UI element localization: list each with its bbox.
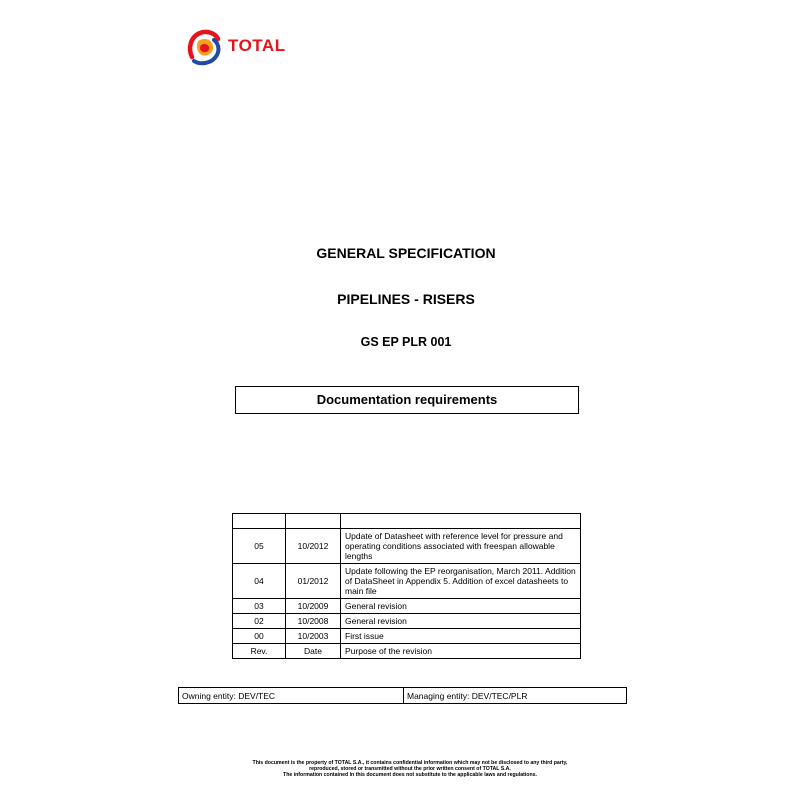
owning-entity: Owning entity: DEV/TEC <box>179 688 404 704</box>
document-title-box: Documentation requirements <box>235 386 579 414</box>
table-row <box>233 529 581 564</box>
table-row <box>233 599 581 614</box>
total-logo-icon <box>186 27 224 67</box>
date-cell: 01/2012 <box>286 564 341 599</box>
total-logo <box>186 27 306 67</box>
rev-cell <box>233 514 286 529</box>
entity-table <box>178 687 627 704</box>
rev-cell: 02 <box>233 614 286 629</box>
purpose-cell: First issue <box>341 629 581 644</box>
managing-entity: Managing entity: DEV/TEC/PLR <box>404 688 627 704</box>
date-cell: 10/2009 <box>286 599 341 614</box>
confidentiality-notice <box>220 760 600 778</box>
table-row <box>233 514 581 529</box>
rev-cell: 03 <box>233 599 286 614</box>
purpose-cell: Update following the EP reorganisation, March 2011. Addition of DataSheet in Appendix 5. Addition of excel datasheets to main file <box>341 564 581 599</box>
purpose-header: Purpose of the revision <box>341 644 581 659</box>
footer-line: This document is the property of TOTAL S.A., it contains confidential information which may not be disclosed to any third party, <box>252 760 568 766</box>
table-row <box>233 629 581 644</box>
date-cell: 10/2012 <box>286 529 341 564</box>
revision-table <box>232 513 581 659</box>
rev-header: Rev. <box>233 644 286 659</box>
date-cell: 10/2003 <box>286 629 341 644</box>
purpose-cell: Update of Datasheet with reference level for pressure and operating conditions associated with freespan allowable lengths <box>341 529 581 564</box>
date-cell <box>286 514 341 529</box>
table-header-row <box>233 644 581 659</box>
footer-line: The information contained in this document does not substitute to the applicable laws and regulations. <box>283 772 537 778</box>
document-type-title: GENERAL SPECIFICATION <box>316 245 496 261</box>
date-cell: 10/2008 <box>286 614 341 629</box>
date-header: Date <box>286 644 341 659</box>
purpose-cell: General revision <box>341 614 581 629</box>
table-row <box>179 688 627 704</box>
table-row <box>233 614 581 629</box>
rev-cell: 00 <box>233 629 286 644</box>
logo-wordmark: TOTAL <box>228 36 286 55</box>
document-subject-title: PIPELINES - RISERS <box>337 291 475 307</box>
table-row <box>233 564 581 599</box>
purpose-cell <box>341 514 581 529</box>
rev-cell: 04 <box>233 564 286 599</box>
purpose-cell: General revision <box>341 599 581 614</box>
footer-line: reproduced, stored or transmitted without the prior written consent of TOTAL S.A. <box>309 766 511 772</box>
rev-cell: 05 <box>233 529 286 564</box>
document-reference: GS EP PLR 001 <box>360 335 452 349</box>
